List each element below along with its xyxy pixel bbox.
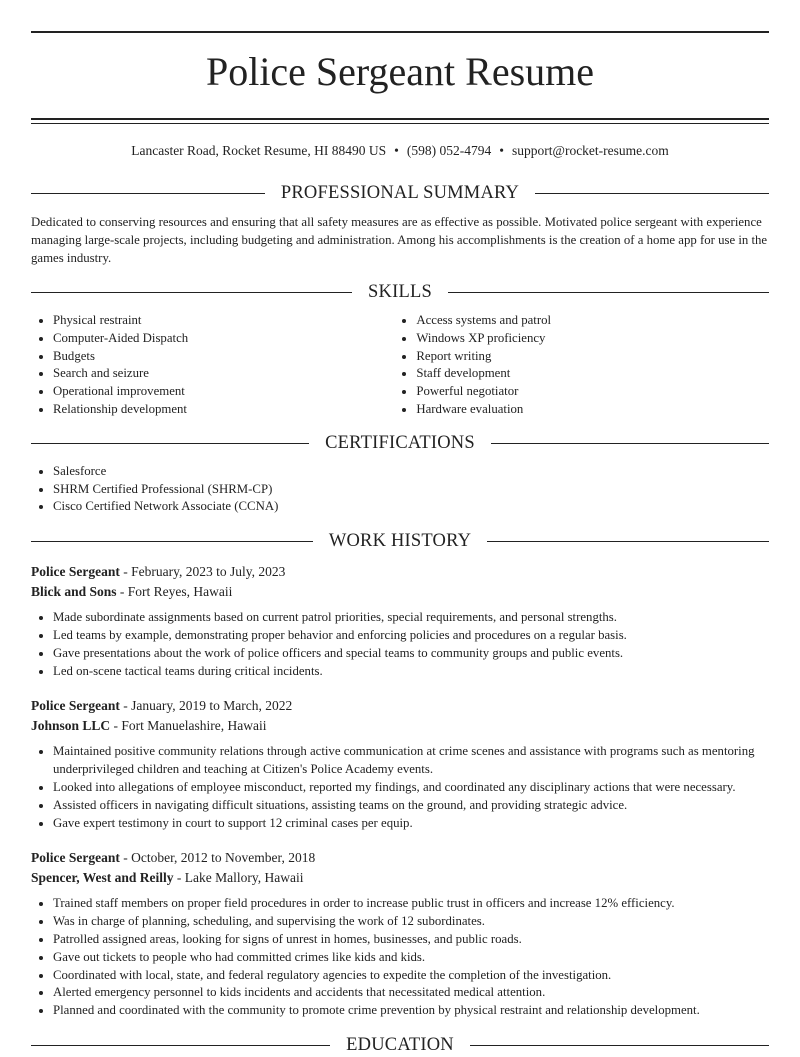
job-duty-item: • Looked into allegations of employee misconduct, reported my findings, and coordinated any disciplinary actions that were necessary.: [53, 779, 769, 797]
resume-title: Police Sergeant Resume: [205, 49, 595, 94]
skill-item: • Physical restraint: [53, 312, 394, 330]
job-duty-item: • Trained staff members on proper field procedures in order to increase public trust in officers and increase 12% efficiency.: [53, 895, 769, 913]
job-title-line: [31, 696, 769, 715]
job-title: Police Sergeant: [31, 850, 120, 866]
job-title-line: [31, 562, 769, 581]
work-history-section-heading: [31, 529, 769, 553]
section-title: WORK HISTORY: [313, 531, 487, 551]
skills-list: [31, 312, 769, 419]
certifications-list: [31, 463, 769, 516]
skill-item: • Powerful negotiator: [416, 383, 769, 401]
top-rule: [31, 31, 769, 33]
job-dates: - February, 2023 to July, 2023: [119, 564, 286, 580]
job-duty-item: • Maintained positive community relations through active communication at crime scenes and assistance with programs such as mentoring underprivileged children and teaching at Citizen's Police Academy events.: [53, 743, 769, 779]
contact-email[interactable]: support@rocket-resume.com: [512, 143, 669, 158]
skills-section-heading: [31, 280, 769, 304]
skill-item: • Report writing: [416, 348, 769, 366]
job-entry: [31, 562, 769, 680]
job-duties-list: [31, 743, 769, 832]
job-duty-item: • Led teams by example, demonstrating proper behavior and enforcing policies and procedures on a regular basis.: [53, 627, 769, 645]
job-duties-list: [31, 895, 769, 1020]
skill-item: • Search and seizure: [53, 365, 394, 383]
job-duty-item: • Gave expert testimony in court to support 12 criminal cases per equip.: [53, 815, 769, 833]
skills-left-column: [31, 312, 394, 419]
section-title: SKILLS: [352, 282, 448, 302]
title-double-rule: [31, 118, 769, 124]
contact-address: Lancaster Road, Rocket Resume, HI 88490 US: [131, 143, 387, 158]
contact-line: [31, 142, 769, 160]
certification-item: • SHRM Certified Professional (SHRM-CP): [53, 481, 769, 499]
job-company: Johnson LLC: [31, 718, 111, 734]
skill-item: • Staff development: [416, 365, 769, 383]
job-duties-list: [31, 609, 769, 680]
job-duty-item: • Patrolled assigned areas, looking for signs of unrest in homes, businesses, and public roads.: [53, 931, 769, 949]
certification-item: • Cisco Certified Network Associate (CCNA): [53, 498, 769, 516]
resume-page: [31, 31, 769, 1057]
skill-item: • Hardware evaluation: [416, 401, 769, 419]
section-title: CERTIFICATIONS: [309, 433, 491, 453]
job-title: Police Sergeant: [31, 698, 120, 714]
contact-phone: (598) 052-4794: [406, 143, 492, 158]
job-title: Police Sergeant: [31, 564, 120, 580]
job-entry: [31, 696, 769, 832]
skill-item: • Operational improvement: [53, 383, 394, 401]
job-duty-item: • Was in charge of planning, scheduling, and supervising the work of 12 subordinates.: [53, 913, 769, 931]
job-location: - Fort Manuelashire, Hawaii: [110, 718, 267, 734]
job-duty-item: • Alerted emergency personnel to kids incidents and accidents that necessitated medical attention.: [53, 984, 769, 1002]
education-section-heading: [31, 1033, 769, 1057]
skill-item: • Computer-Aided Dispatch: [53, 330, 394, 348]
job-dates: - October, 2012 to November, 2018: [119, 850, 316, 866]
job-duty-item: • Planned and coordinated with the community to promote crime prevention by physical restraint and relationship development.: [53, 1002, 769, 1020]
certifications-section-heading: [31, 431, 769, 455]
job-location: - Fort Reyes, Hawaii: [116, 584, 233, 600]
job-title-line: [31, 848, 769, 867]
summary-section-heading: [31, 181, 769, 205]
summary-text: Dedicated to conserving resources and ensuring that all safety measures are as effective as possible. Motivated police sergeant with experience managing large-scale projects, including budgeting and administration. Among his accomplishments is the creation of a home app for use in the games industry.: [31, 215, 768, 265]
job-duty-item: • Led on-scene tactical teams during critical incidents.: [53, 663, 769, 681]
skill-item: • Budgets: [53, 348, 394, 366]
job-company: Spencer, West and Reilly: [31, 870, 174, 886]
contact-separator: •: [499, 143, 505, 158]
job-duty-item: • Gave out tickets to people who had committed crimes like kids and kids.: [53, 949, 769, 967]
skill-item: • Relationship development: [53, 401, 394, 419]
section-title: PROFESSIONAL SUMMARY: [265, 183, 535, 203]
job-company: Blick and Sons: [31, 584, 117, 600]
certification-item: • Salesforce: [53, 463, 769, 481]
contact-separator: •: [394, 143, 399, 158]
job-company-line: [31, 868, 769, 887]
job-location: - Lake Mallory, Hawaii: [173, 870, 304, 886]
skills-right-column: [394, 312, 769, 419]
job-dates: - January, 2019 to March, 2022: [119, 698, 293, 714]
skill-item: • Windows XP proficiency: [416, 330, 769, 348]
job-company-line: [31, 582, 769, 601]
job-duty-item: • Gave presentations about the work of police officers and special teams to community groups and public events.: [53, 645, 769, 663]
job-duty-item: • Coordinated with local, state, and federal regulatory agencies to expedite the completion of the investigation.: [53, 967, 769, 985]
job-company-line: [31, 716, 769, 735]
job-duty-item: • Made subordinate assignments based on current patrol priorities, special requirements, and personal strengths.: [53, 609, 769, 627]
job-duty-item: • Assisted officers in navigating difficult situations, assisting teams on the ground, and providing strategic advice.: [53, 797, 769, 815]
section-title: EDUCATION: [330, 1035, 470, 1055]
job-entry: [31, 848, 769, 1020]
skill-item: • Access systems and patrol: [416, 312, 769, 330]
